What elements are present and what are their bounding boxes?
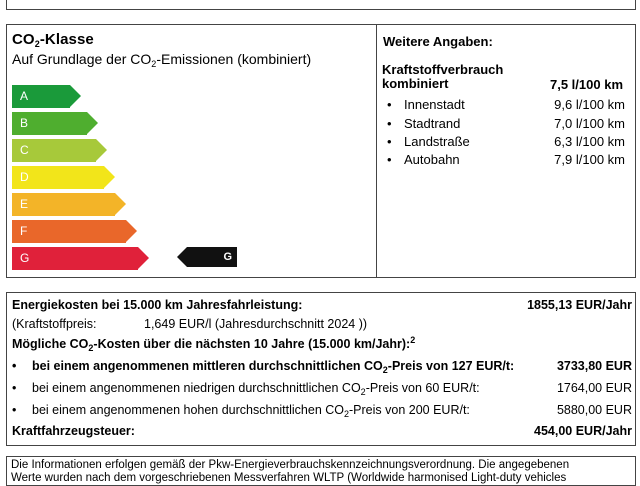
further-info-panel <box>376 24 636 278</box>
bullet-icon: • <box>12 359 17 373</box>
bullet-icon: • <box>387 97 392 112</box>
co2-class-bar-f: F <box>12 220 126 243</box>
bullet-icon: • <box>12 403 17 417</box>
further-info-title: Weitere Angaben: <box>383 34 493 49</box>
co2-class-bar-g: G <box>12 247 138 270</box>
co2-class-title: $CO_2$-Klasse <box>12 31 94 49</box>
co2-scenario-row: • bei einem angenommenen hohen durchschnittlichen $CO_2$-Preis von 200 EUR/t: 5880,00 EUR <box>12 403 632 419</box>
consumption-row: • Innenstadt 9,6 l/100 km <box>387 97 625 112</box>
vehicle-tax-row: Kraftfahrzeugsteuer: 454,00 EUR/Jahr <box>12 424 632 438</box>
co2-class-subtitle: Auf Grundlage der $CO_2$-Emissionen (kombiniert) <box>12 51 312 69</box>
consumption-combined-label: Kraftstoffverbrauch kombiniert <box>382 62 504 91</box>
co2-scenario-row: • bei einem angenommenen niedrigen durchschnittlichen $CO_2$-Preis von 60 EUR/t: 1764,00 EUR <box>12 381 632 397</box>
co2-class-bar-a: A <box>12 85 70 108</box>
co2-class-panel <box>6 24 377 278</box>
legal-note-text: Die Informationen erfolgen gemäß der Pkw-Energieverbrauchskennzeichnungsverordnung. Die angegebenen Werte wurden nach dem vorgeschriebenen Messverfahren WLTP (Worldwide harmonised Light-duty vehicles <box>11 459 570 484</box>
consumption-combined-value: 7,5 l/100 km <box>550 77 623 92</box>
bullet-icon: • <box>387 134 392 149</box>
co2-class-bar-e: E <box>12 193 115 216</box>
bullet-icon: • <box>12 381 17 395</box>
costs-panel <box>6 292 636 446</box>
co2-costs-heading: Mögliche $CO_2$-Kosten über die nächsten 10 Jahre (15.000 km/Jahr):$^2$ <box>12 335 416 353</box>
fuel-price-row: (Kraftstoffpreis: 1,649 EUR/l (Jahresdurchschnitt 2024 )) <box>12 317 368 331</box>
co2-class-bar-b: B <box>12 112 87 135</box>
bullet-icon: • <box>387 152 392 167</box>
top-divider <box>6 0 636 10</box>
co2-class-bar-d: D <box>12 166 104 189</box>
current-class-marker: G <box>187 247 237 267</box>
consumption-row: • Landstraße 6,3 l/100 km <box>387 134 625 149</box>
bullet-icon: • <box>387 116 392 131</box>
consumption-row: • Autobahn 7,9 l/100 km <box>387 152 625 167</box>
co2-class-bar-c: C <box>12 139 96 162</box>
co2-scenario-row: • bei einem angenommenen mittleren durchschnittlichen $CO_2$-Preis von 127 EUR/t: 3733,80 EUR <box>12 359 632 375</box>
legal-note-panel <box>6 456 636 486</box>
energy-costs-row: Energiekosten bei 15.000 km Jahresfahrleistung: 1855,13 EUR/Jahr <box>12 298 632 312</box>
consumption-row: • Stadtrand 7,0 l/100 km <box>387 116 625 131</box>
